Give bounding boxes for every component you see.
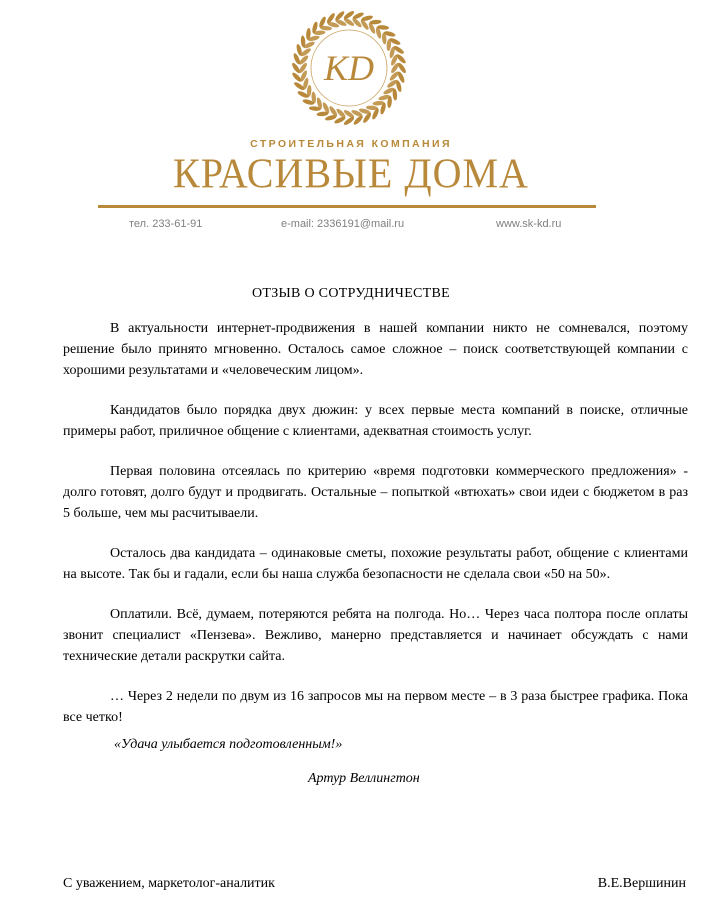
contact-phone: тел. 233-61-91 <box>129 218 203 230</box>
quote-author: Артур Веллингтон <box>308 771 420 786</box>
paragraph: Осталось два кандидата – одинаковые сметы, похожие результаты работ, общение с клиентами на высоте. Так бы и гадали, если бы наша служба безопасности не сделала свои «50 на 50». <box>63 546 688 582</box>
letter-title: ОТЗЫВ О СОТРУДНИЧЕСТВЕ <box>251 286 451 301</box>
letter-body <box>63 318 688 747</box>
signature-position: С уважением, маркетолог-аналитик <box>63 876 275 891</box>
wreath-leaf <box>352 114 364 126</box>
paragraph: В актуальности интернет-продвижения в нашей компании никто не сомневался, поэтому решение было принято мгновенно. Осталось самое сложное – поиск соответствующей компании с хорошими результатами и «человеческим лицом». <box>63 321 688 378</box>
logo-monogram: KD <box>323 48 375 88</box>
paragraph: Первая половина отсеялась по критерию «время подготовки коммерческого предложения» - долго готовят, долго будут и продвигать. Остальные – попыткой «втюхать» свои идеи с бюджетом в раз 5 больше, чем мы расчитываели. <box>63 464 688 521</box>
wreath-leaf <box>395 53 407 65</box>
contact-email: e-mail: 2336191@mail.ru <box>281 218 405 230</box>
motto-quote: «Удача улыбается подготовленным!» <box>114 737 343 752</box>
wreath-leaf <box>334 10 346 22</box>
header-divider <box>98 205 596 208</box>
wreath-leaf <box>291 71 303 83</box>
company-logo-wreath-icon <box>289 8 409 128</box>
company-tagline: СТРОИТЕЛЬНАЯ КОМПАНИЯ <box>250 138 452 150</box>
contact-website: www.sk-kd.ru <box>496 218 562 230</box>
paragraph: Оплатили. Всё, думаем, потеряются ребята на полгода. Но… Через часа полтора после оплаты звонит специалист «Пензева». Вежливо, манерно представляется и начинает обсуждать с нами технические детали раскрутки сайта. <box>63 607 688 664</box>
signature-name: В.Е.Вершинин <box>597 876 686 891</box>
paragraph: … Через 2 недели по двум из 16 запросов мы на первом месте – в 3 раза быстрее графика. Пока все четко! <box>63 689 688 725</box>
paragraph: Кандидатов было порядка двух дюжин: у всех первые места компаний в поиске, отличные примеры работ, приличное общение с клиентами, адекватная стоимость услуг. <box>63 403 688 439</box>
company-name: КРАСИВЫЕ ДОМА <box>173 149 529 198</box>
